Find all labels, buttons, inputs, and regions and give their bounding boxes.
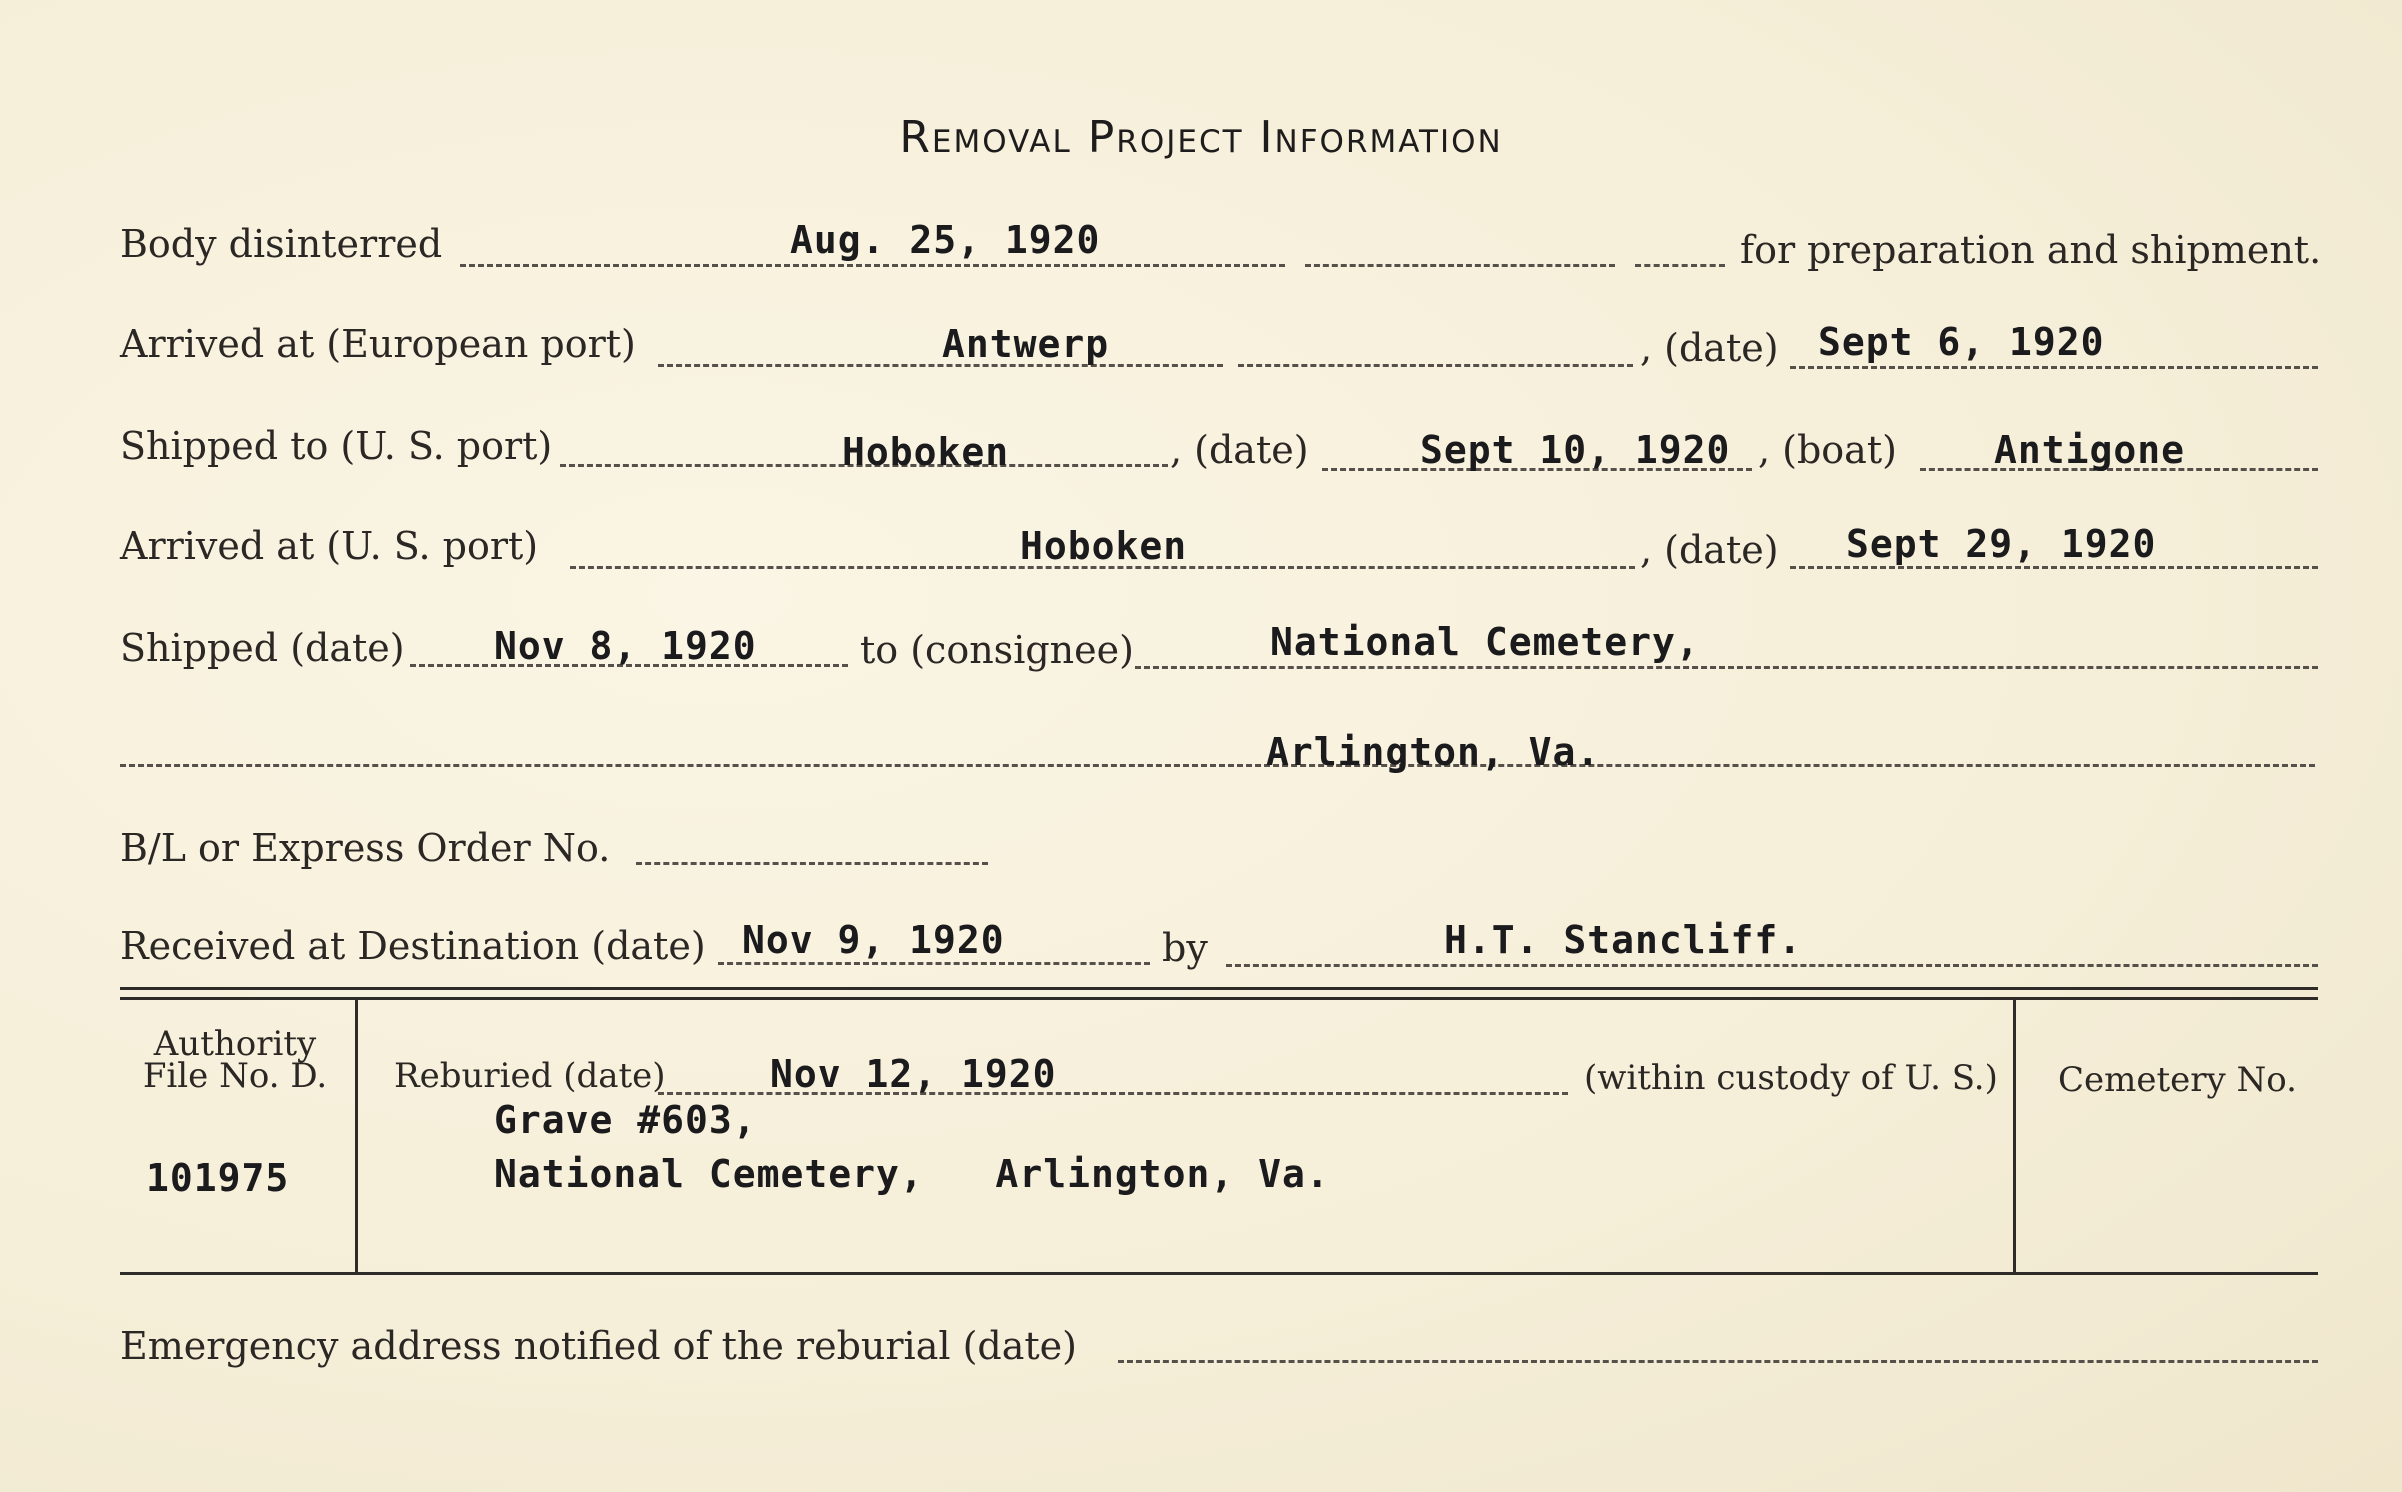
express-order-line (636, 862, 988, 865)
page-title: Removal Project Information (899, 112, 1503, 163)
custody-label: (within custody of U. S.) (1584, 1058, 1998, 1098)
preparation-suffix: for preparation and shipment. (1740, 228, 2322, 272)
consignee-label: to (consignee) (860, 628, 1134, 672)
grave-line: Grave #603, (494, 1098, 757, 1142)
file-no-label: File No. D. (142, 1056, 328, 1096)
reburied-date-label: Reburied (date) (394, 1056, 666, 1096)
european-port-label: Arrived at (European port) (120, 322, 636, 366)
box-divider-left (355, 999, 358, 1272)
received-date: Nov 9, 1920 (742, 918, 1005, 962)
cemetery-no-label: Cemetery No. (2058, 1060, 2297, 1100)
consignee-address: Arlington, Va. (1266, 730, 1601, 774)
authority-label: Authority (153, 1024, 317, 1064)
european-port-date-line (1790, 366, 2318, 369)
body-disinterred-line (460, 264, 1285, 267)
box-divider-right (2013, 999, 2016, 1272)
us-port-shipped-date: Sept 10, 1920 (1420, 428, 1731, 472)
received-by-line (1226, 964, 2318, 967)
box-bottom-border (120, 1272, 2318, 1275)
burial-location-line: National Cemetery, Arlington, Va. (494, 1152, 1330, 1196)
emergency-address-line (1118, 1360, 2318, 1363)
us-port-shipped-date-label: , (date) (1170, 428, 1309, 472)
us-port-shipped-label: Shipped to (U. S. port) (120, 424, 553, 468)
us-port-arrived-date: Sept 29, 1920 (1846, 522, 2157, 566)
us-port-arrived-date-label: , (date) (1640, 528, 1779, 572)
us-port-arrived-value: Hoboken (1020, 524, 1188, 568)
emergency-address-label: Emergency address notified of the reburial (date) (120, 1324, 1077, 1368)
reburied-date: Nov 12, 1920 (770, 1052, 1057, 1096)
boat-label: , (boat) (1758, 428, 1897, 472)
box-top-border (120, 987, 2318, 990)
express-order-label: B/L or Express Order No. (120, 826, 611, 870)
european-port-line-2 (1238, 364, 1633, 367)
european-port-date-label: , (date) (1640, 326, 1779, 370)
received-date-line (718, 962, 1150, 965)
received-by: H.T. Stancliff. (1444, 918, 1803, 962)
received-by-label: by (1162, 926, 1208, 970)
box-top-border-2 (120, 997, 2318, 1000)
us-port-arrived-date-line (1790, 566, 2318, 569)
body-disinterred-date: Aug. 25, 1920 (790, 218, 1101, 262)
body-disinterred-line-2 (1305, 264, 1615, 267)
shipped-date-label: Shipped (date) (120, 626, 405, 670)
body-disinterred-line-3 (1635, 264, 1725, 267)
us-port-shipped-value: Hoboken (842, 430, 1010, 474)
consignee-line-2 (120, 764, 2315, 767)
european-port-value: Antwerp (942, 322, 1110, 366)
shipped-date: Nov 8, 1920 (494, 624, 757, 668)
european-port-line (658, 364, 1223, 367)
file-number: 101975 (146, 1156, 290, 1200)
received-date-label: Received at Destination (date) (120, 924, 706, 968)
us-port-arrived-label: Arrived at (U. S. port) (120, 524, 539, 568)
consignee-line (1135, 666, 2318, 669)
boat-value: Antigone (1994, 428, 2186, 472)
body-disinterred-label: Body disinterred (120, 222, 443, 266)
european-port-date: Sept 6, 1920 (1818, 320, 2105, 364)
consignee-value: National Cemetery, (1270, 620, 1700, 664)
